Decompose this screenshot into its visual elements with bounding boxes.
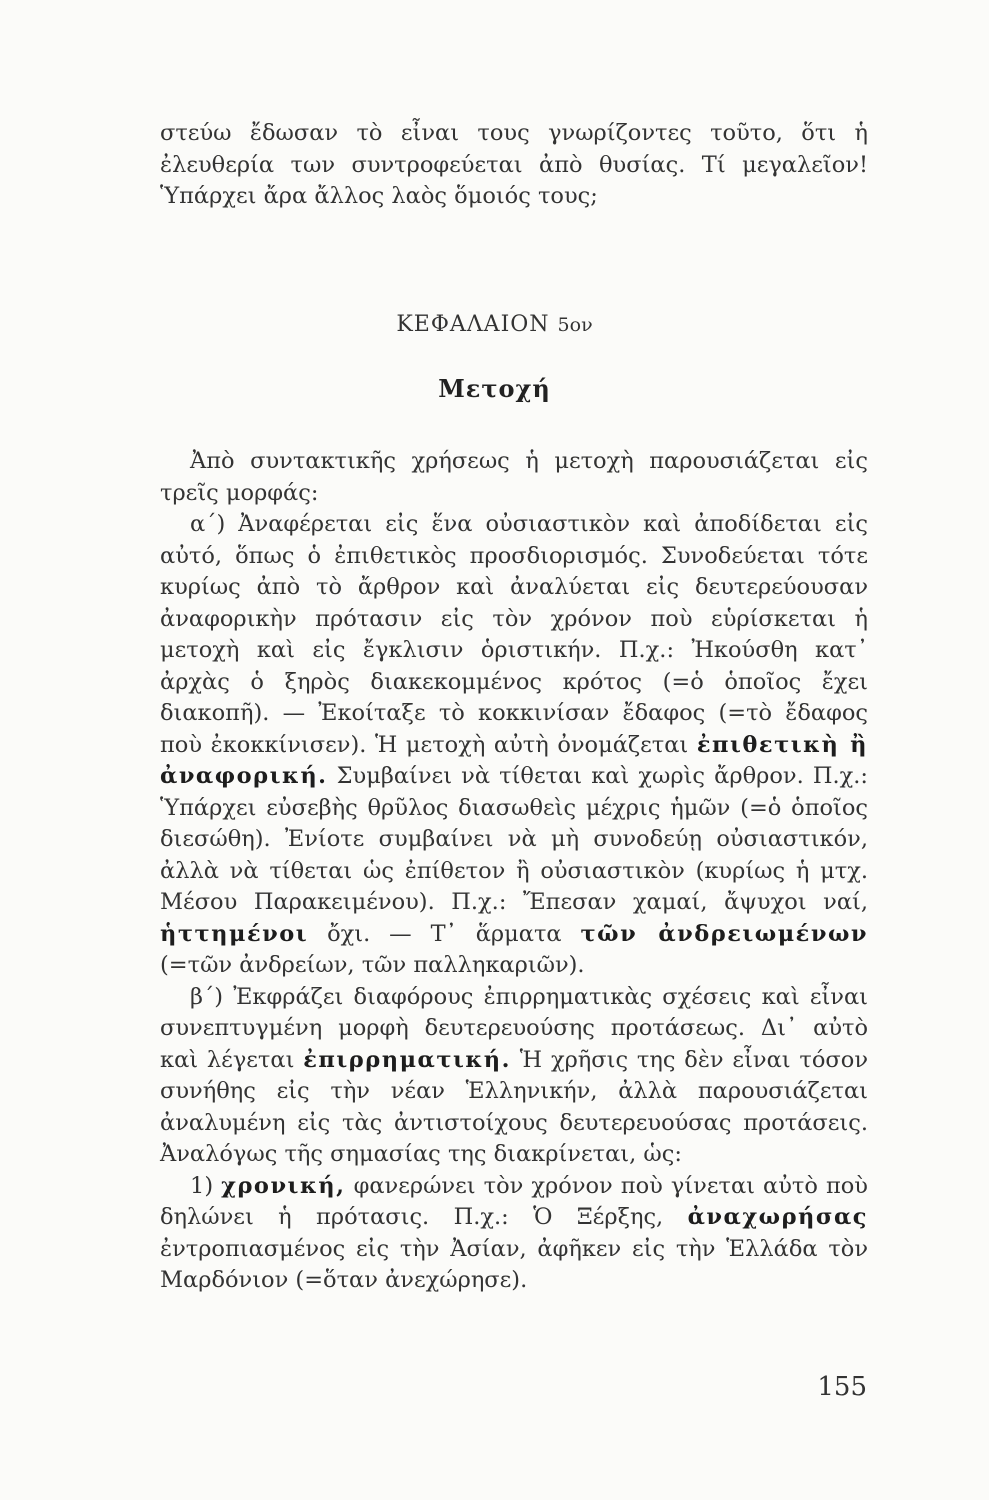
term-brave-men: τῶν ἀνδρειωμένων (580, 920, 868, 947)
term-defeated: ἡττημένοι (160, 920, 309, 947)
body-text-block (160, 446, 868, 1297)
paragraph-beta-text-2: Ἡ χρῆσις της δὲν εἶναι τόσον συνήθης εἰς τὴν νέαν Ἑλληνικήν, ἀλλὰ παρουσιάζεται ἀναλυμένη εἰς τὰς ἀντιστοίχους δευτερευούσας προτάσεις. Ἀναλόγως τῆς σημασίας της διακρίνεται, ὡς: (160, 1046, 868, 1167)
paragraph-temporal-number: 1) (190, 1172, 214, 1199)
chapter-heading (0, 312, 989, 337)
term-temporal: χρονική, (221, 1172, 346, 1199)
paragraph-beta (160, 982, 868, 1171)
paragraph-alpha-text-3: ὄχι. — Τ᾽ ἅρματα (327, 920, 562, 947)
intro-paragraph: στεύω ἔδωσαν τὸ εἶναι τους γνωρίζοντες τοῦτο, ὅτι ἡ ἐλευθερία των συντροφεύεται ἀπὸ θυσίας. Τί μεγαλεῖον! Ὑπάρχει ἄρα ἄλλος λαὸς ὅμοιός τους; (160, 120, 868, 209)
paragraph-alpha-text-1: α΄) Ἀναφέρεται εἰς ἕνα οὐσιαστικὸν καὶ ἀποδίδεται εἰς αὐτό, ὅπως ὁ ἐπιθετικὸς προσδιορισμός. Συνοδεύεται τότε κυρίως ἀπὸ τὸ ἄρθρον καὶ ἀναλύεται εἰς δευτερεύουσαν ἀναφορικὴν πρότασιν εἰς τὸν χρόνον ποὺ εὑρίσκεται ἡ μετοχὴ καὶ εἰς ἔγκλισιν ὁριστικήν. Π.χ.: Ἠκούσθη κατ᾽ ἀρχὰς ὁ ξηρὸς διακεκομμένος κρότος (=ὁ ὁποῖος ἔχει διακοπῆ). — Ἐκοίταξε τὸ κοκκινίσαν ἔδαφος (=τὸ ἔδαφος ποὺ ἐκοκκίνισεν). Ἡ μετοχὴ αὐτὴ ὀνομάζεται (160, 511, 868, 758)
chapter-title: ΚΕΦΑΛΑΙΟΝ (396, 312, 550, 337)
chapter-number: 5ον (557, 314, 593, 336)
paragraph-temporal-text-2: ἐντροπιασμένος εἰς τὴν Ἀσίαν, ἀφῆκεν εἰς τὴν Ἑλλάδα τὸν Μαρδόνιον (=ὅταν ἀνεχώρησε). (160, 1235, 868, 1293)
paragraph-intro (160, 446, 868, 509)
paragraph-beta-text-1: β΄) Ἐκφράζει διαφόρους ἐπιρρηματικὰς σχέσεις καὶ εἶναι συνεπτυγμένη μορφὴ δευτερευούσης προτάσεως. Δι᾽ αὐτὸ καὶ λέγεται (160, 983, 868, 1073)
term-adverbial-participle: ἐπιρρηματική. (303, 1046, 511, 1073)
term-adjectival-participle: ἐπιθετικὴ ἢ ἀναφορική. (160, 731, 868, 789)
term-having-departed: ἀναχωρήσας (687, 1204, 868, 1230)
paragraph-temporal-text-1: φανερώνει τὸν χρόνον ποὺ γίνεται αὐτὸ ποὺ δηλώνει ἡ πρότασις. Π.χ.: Ὁ Ξέρξης, (160, 1172, 868, 1230)
paragraph-intro-text: Ἀπὸ συντακτικῆς χρήσεως ἡ μετοχὴ παρουσιάζεται εἰς τρεῖς μορφάς: (160, 448, 868, 506)
paragraph-alpha-text-4: (=τῶν ἀνδρείων, τῶν παλληκαριῶν). (160, 952, 585, 978)
intro-text-block (160, 118, 868, 213)
paragraph-alpha (160, 509, 868, 982)
paragraph-alpha-text-2: Συμβαίνει νὰ τίθεται καὶ χωρὶς ἄρθρον. Π.χ.: Ὑπάρχει εὐσεβὴς θρῦλος διασωθεὶς μέχρις ἡμῶν (=ὁ ὁποῖος διεσώθη). Ἐνίοτε συμβαίνει νὰ μὴ συνοδεύῃ οὐσιαστικόν, ἀλλὰ νὰ τίθεται ὡς ἐπίθετον ἢ οὐσιαστικὸν (κυρίως ἡ μτχ. Μέσου Παρακειμένου). Π.χ.: Ἔπεσαν χαμαί, ἄψυχοι ναί, (160, 763, 868, 915)
section-heading: Μετοχή (438, 374, 551, 403)
page-number: 155 (817, 1372, 867, 1402)
paragraph-temporal (160, 1171, 868, 1297)
